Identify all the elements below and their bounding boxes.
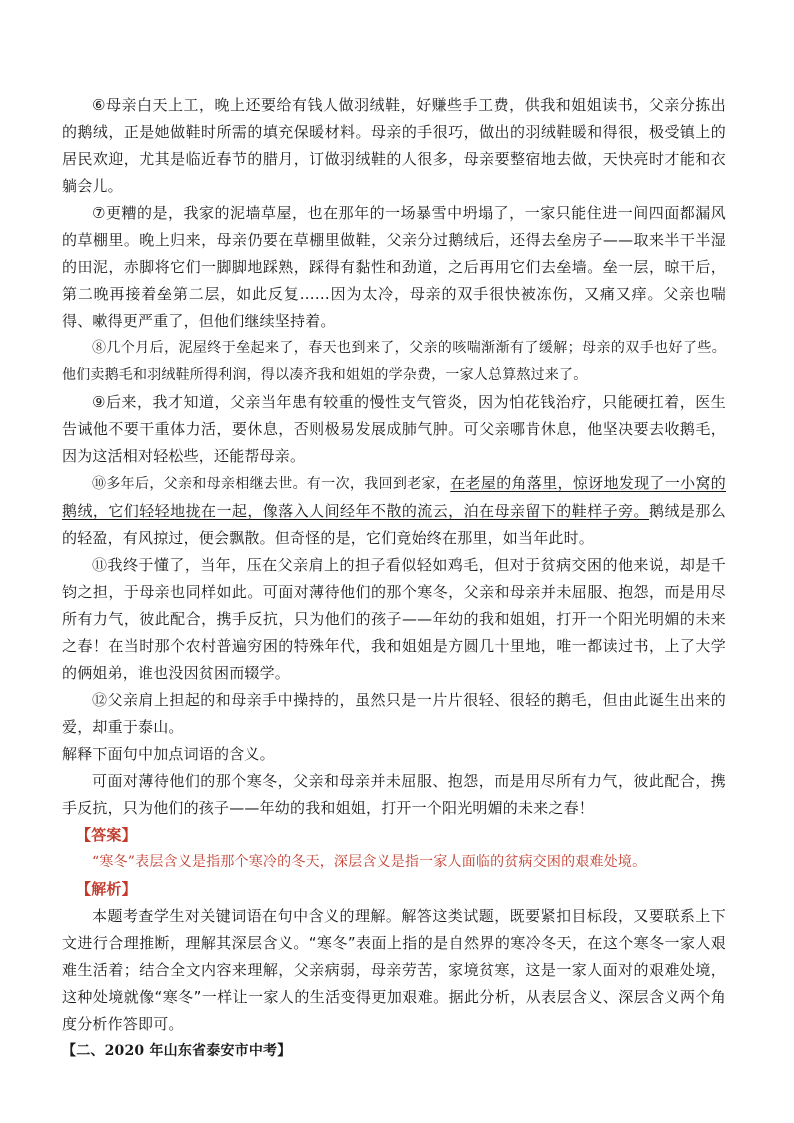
paragraph-10-underlined-sentence: 在老屋的角落里，惊讶地发现了一小窝的鹅绒，它们轻轻地拢在一起，像落入人间经年不散的流云，泊在母亲留下的鞋样子旁。 [62, 474, 727, 520]
document-content [62, 92, 726, 1065]
paragraph-10-end: 鹅绒是那么的轻盈，有风掠过，便会飘散。但奇怪的是，它们竟始终在那里，如当年此时。 [62, 502, 726, 547]
paragraph-10 [62, 470, 726, 552]
answer-text: “寒冬”表层含义是指那个寒冷的冬天，深层含义是指一家人面临的贫病交困的艰难处境。 [92, 854, 647, 870]
answer-label: 【答案】 [76, 826, 137, 844]
analysis-text: 本题考查学生对关键词语在句中含义的理解。解答这类试题，既要紧扣目标段，又要联系上下文进行合理推断，理解其深层含义。“寒冬”表面上指的是自然界的寒冷冬天，在这个寒冬一家人艰难生活着；结合全文内容来理解，父亲病弱，母亲劳苦，家境贫寒，这是一家人面对的艰难处境，这种处境就像“寒冬”一样让一家人的生活变得更加艰难。据此分析，从表层含义、深层含义两个角度分析作答即可。 [62, 907, 726, 1033]
analysis-label: 【解析】 [76, 880, 137, 898]
paragraph-10-intro: ⑩多年后，父亲和母亲相继去世。有一次，我回到老家， [92, 476, 451, 492]
paragraph-9: ⑨后来，我才知道，父亲当年患有较重的慢性支气管炎，因为怕花钱治疗，只能硬扛着，医生告诫他不要干重体力活，要休息，否则极易发展成肺气肿。可父亲哪肯休息，他坚决要去收鹅毛，因为这活相对轻松些，还能帮母亲。 [62, 393, 726, 465]
question-prompt: 解释下面句中加点词语的含义。 [62, 745, 275, 763]
section-heading: 【二、2020 年山东省泰安市中考】 [62, 1043, 292, 1059]
paragraph-6: ⑥母亲白天上工，晚上还要给有钱人做羽绒鞋，好赚些手工费，供我和姐姐读书，父亲分拣出的鹅绒，正是她做鞋时所需的填充保暖材料。母亲的手很巧，做出的羽绒鞋暖和得很，极受镇上的居民欢迎，尤其是临近春节的腊月，订做羽绒鞋的人很多，母亲要整宿地去做，天快亮时才能和衣躺会儿。 [62, 96, 726, 195]
question-sentence: 可面对薄待他们的那个寒冬，父亲和母亲并未屈服、抱怨，而是用尽所有力气，彼此配合，携手反抗，只为他们的孩子——年幼的我和姐姐，打开一个阳光明媚的未来之春！ [62, 772, 726, 817]
paragraph-7: ⑦更糟的是，我家的泥墙草屋，也在那年的一场暴雪中坍塌了，一家只能住进一间四面都漏风的草棚里。晚上归来，母亲仍要在草棚里做鞋，父亲分过鹅绒后，还得去垒房子——取来半干半湿的田泥，赤脚将它们一脚脚地踩熟，踩得有黏性和劲道，之后再用它们去垒墙。垒一层，晾干后，第二晚再接着垒第二层，如此反复……因为太冷，母亲的双手很快被冻伤，又痛又痒。父亲也喘得、嗽得更严重了，但他们继续坚持着。 [62, 204, 726, 330]
paragraph-12: ⑫父亲肩上担起的和母亲手中操持的，虽然只是一片片很轻、很轻的鹅毛，但由此诞生出来的爱，却重于泰山。 [62, 691, 726, 736]
paragraph-11: ⑪我终于懂了，当年，压在父亲肩上的担子看似轻如鸡毛，但对于贫病交困的他来说，却是千钧之担，于母亲也同样如此。可面对薄待他们的那个寒冬，父亲和母亲并未屈服、抱怨，而是用尽所有力气，彼此配合，携手反抗，只为他们的孩子——年幼的我和姐姐，打开一个阳光明媚的未来之春！在当时那个农村普遍穷困的特殊年代，我和姐姐是方圆几十里地，唯一都读过书，上了大学的俩姐弟，谁也没因贫困而辍学。 [62, 556, 726, 682]
paragraph-8: ⑧几个月后，泥屋终于垒起来了，春天也到来了，父亲的咳喘渐渐有了缓解；母亲的双手也好了些。他们卖鹅毛和羽绒鞋所得利润，得以凑齐我和姐姐的学杂费，一家人总算熬过来了。 [62, 340, 726, 383]
